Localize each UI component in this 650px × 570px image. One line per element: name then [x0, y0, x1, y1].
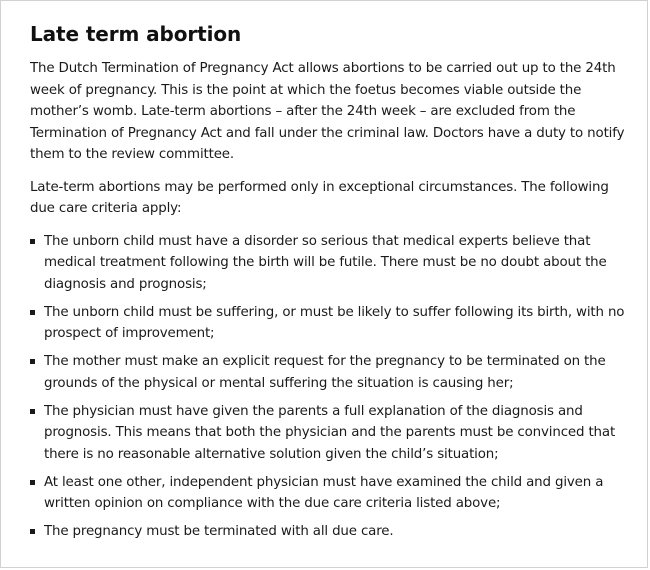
list-item-text: The mother must make an explicit request for the pregnancy to be terminated on the grounds of the physical or mental suffering the situation is causing her; — [44, 354, 606, 391]
square-bullet-icon — [30, 310, 35, 315]
list-item — [30, 521, 635, 543]
square-bullet-icon — [30, 480, 35, 485]
list-item — [30, 472, 635, 515]
list-item — [30, 401, 635, 466]
list-item — [30, 302, 635, 345]
intro-paragraph: The Dutch Termination of Pregnancy Act allows abortions to be carried out up to the 24th week of pregnancy. This is the point at which the foetus becomes viable outside the mother’s womb. Late-term abortions – after the 24th week – are excluded from the Termination of Pregnancy Act and fall under the criminal law. Doctors have a duty to notify them to the review committee. — [30, 61, 625, 162]
list-item — [30, 231, 635, 296]
list-item-text: At least one other, independent physician must have examined the child and given a written opinion on compliance with the due care criteria listed above; — [44, 474, 604, 511]
article-content — [30, 20, 635, 549]
due-care-criteria-list — [30, 231, 635, 543]
square-bullet-icon — [30, 239, 35, 244]
list-item-text: The unborn child must have a disorder so serious that medical experts believe that medical treatment following the birth will be futile. There must be no doubt about the diagnosis and prognosis; — [44, 233, 607, 292]
criteria-intro-paragraph: Late-term abortions may be performed only in exceptional circumstances. The following due care criteria apply: — [30, 179, 609, 216]
square-bullet-icon — [30, 529, 35, 534]
square-bullet-icon — [30, 409, 35, 414]
list-item-text: The physician must have given the parents a full explanation of the diagnosis and prognosis. This means that both the physician and the parents must be convinced that there is no reasonable alternative solution given the child’s situation; — [44, 403, 616, 462]
list-item — [30, 351, 635, 394]
square-bullet-icon — [30, 359, 35, 364]
list-item-text: The pregnancy must be terminated with all due care. — [44, 524, 394, 539]
list-item-text: The unborn child must be suffering, or must be likely to suffer following its birth, with no prospect of improvement; — [44, 304, 625, 341]
article-title: Late term abortion — [30, 22, 242, 46]
